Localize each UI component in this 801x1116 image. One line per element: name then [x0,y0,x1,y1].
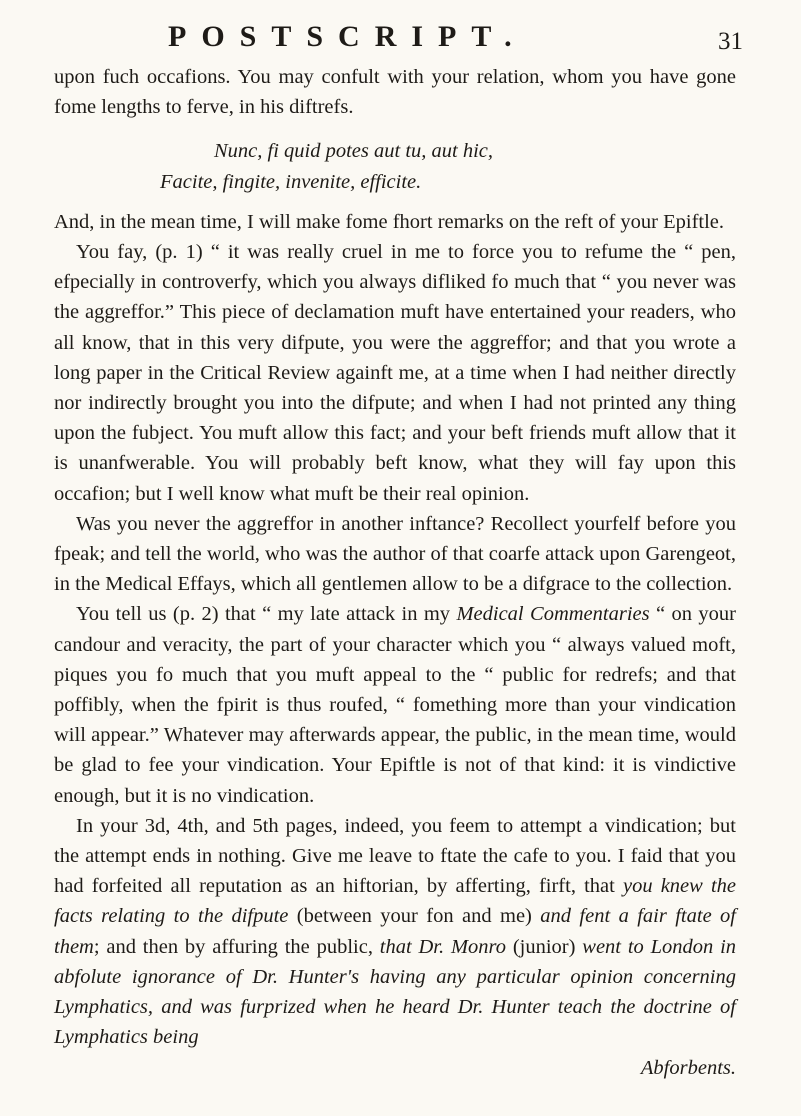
quote-line-2: Facite, fingite, invenite, efficite. [160,170,422,193]
running-head: POSTSCRIPT. [168,20,527,53]
p6-text-d: (junior) [506,935,583,958]
p6-italic-3: that Dr. Monro [379,935,506,958]
p6-text-c: ; and then by affuring the public, [93,935,380,958]
paragraph-4: Was you never the aggreffor in another inftance? Recollect yourfelf before you fpeak; and tell the world, who was the author of that coarfe attack upon Garengeot, in the Medical Effays, which all gentlemen allow to be a difgrace to the collection. [54,512,736,596]
paragraph-6 [54,811,736,1053]
paragraph-1: upon fuch occafions. You may confult with your relation, whom you have gone fome lengths to ferve, in his diftrefs. [54,66,736,119]
p5-text-start: You tell us (p. 2) that “ my late attack in my [76,603,457,626]
p6-text-a: In your 3d, 4th, and 5th pages, indeed, you feem to attempt a vindication; but the attempt ends in nothing. Give me leave to ftate the cafe to you. I faid that you had forfeited all reputation as an hiftorian, by afferting, firft, that [54,814,736,898]
p6-text-b: (between your fon and me) [288,905,541,928]
latin-quotation [54,136,736,196]
paragraph-3: You fay, (p. 1) “ it was really cruel in me to force you to refume the “ pen, efpecially in controverfy, which you always difliked fo much that “ you never was the aggreffor.” This piece of declamation muft have entertained your readers, who all know, that in this very difpute, you were the aggreffor; and that you wrote a long paper in the Critical Review againft me, at a time when I had neither directly nor indirectly brought you into the difpute; and when I had not printed any thing upon the fubject. You muft allow this fact; and your beft friends muft allow that it is unanfwerable. You will probably beft know, what they will fay upon this occafion; but I well know what muft be their real opinion. [54,241,736,505]
paragraph-5 [54,599,736,810]
paragraph-2: And, in the mean time, I will make fome fhort remarks on the reft of your Epiftle. [54,210,725,233]
p6-italic-2: and fent a fair ftate of them [54,905,737,958]
p6-italic-1: you knew the facts relating to the difpute [54,875,737,928]
paragraph-6-final-word: Abforbents. [640,1056,736,1079]
p6-italic-4: went to London in abfolute ignorance of Dr. Hunter's having any particular opinion concerning Lymphatics, and was furprized when he heard Dr. Hunter teach the doctrine of Lymphatics being [54,935,737,1049]
p5-text-end: “ on your candour and veracity, the part of your character which you “ always valued moft, piques you fo much that you muft appeal to the “ public for redrefs; and that poffibly, when the fpirit is thus roufed, “ fomething more than your vindication will appear.” Whatever may afterwards appear, the public, in the mean time, would be glad to fee your vindication. Your Epiftle is not of that kind: it is vindictive enough, but it is no vindication. [54,603,736,807]
page-number: 31 [718,28,743,55]
p5-book-title: Medical Commentaries [456,603,650,626]
quote-line-1: Nunc, fi quid potes aut tu, aut hic, [214,140,494,163]
page-header [0,14,801,54]
body-text [54,62,736,1083]
